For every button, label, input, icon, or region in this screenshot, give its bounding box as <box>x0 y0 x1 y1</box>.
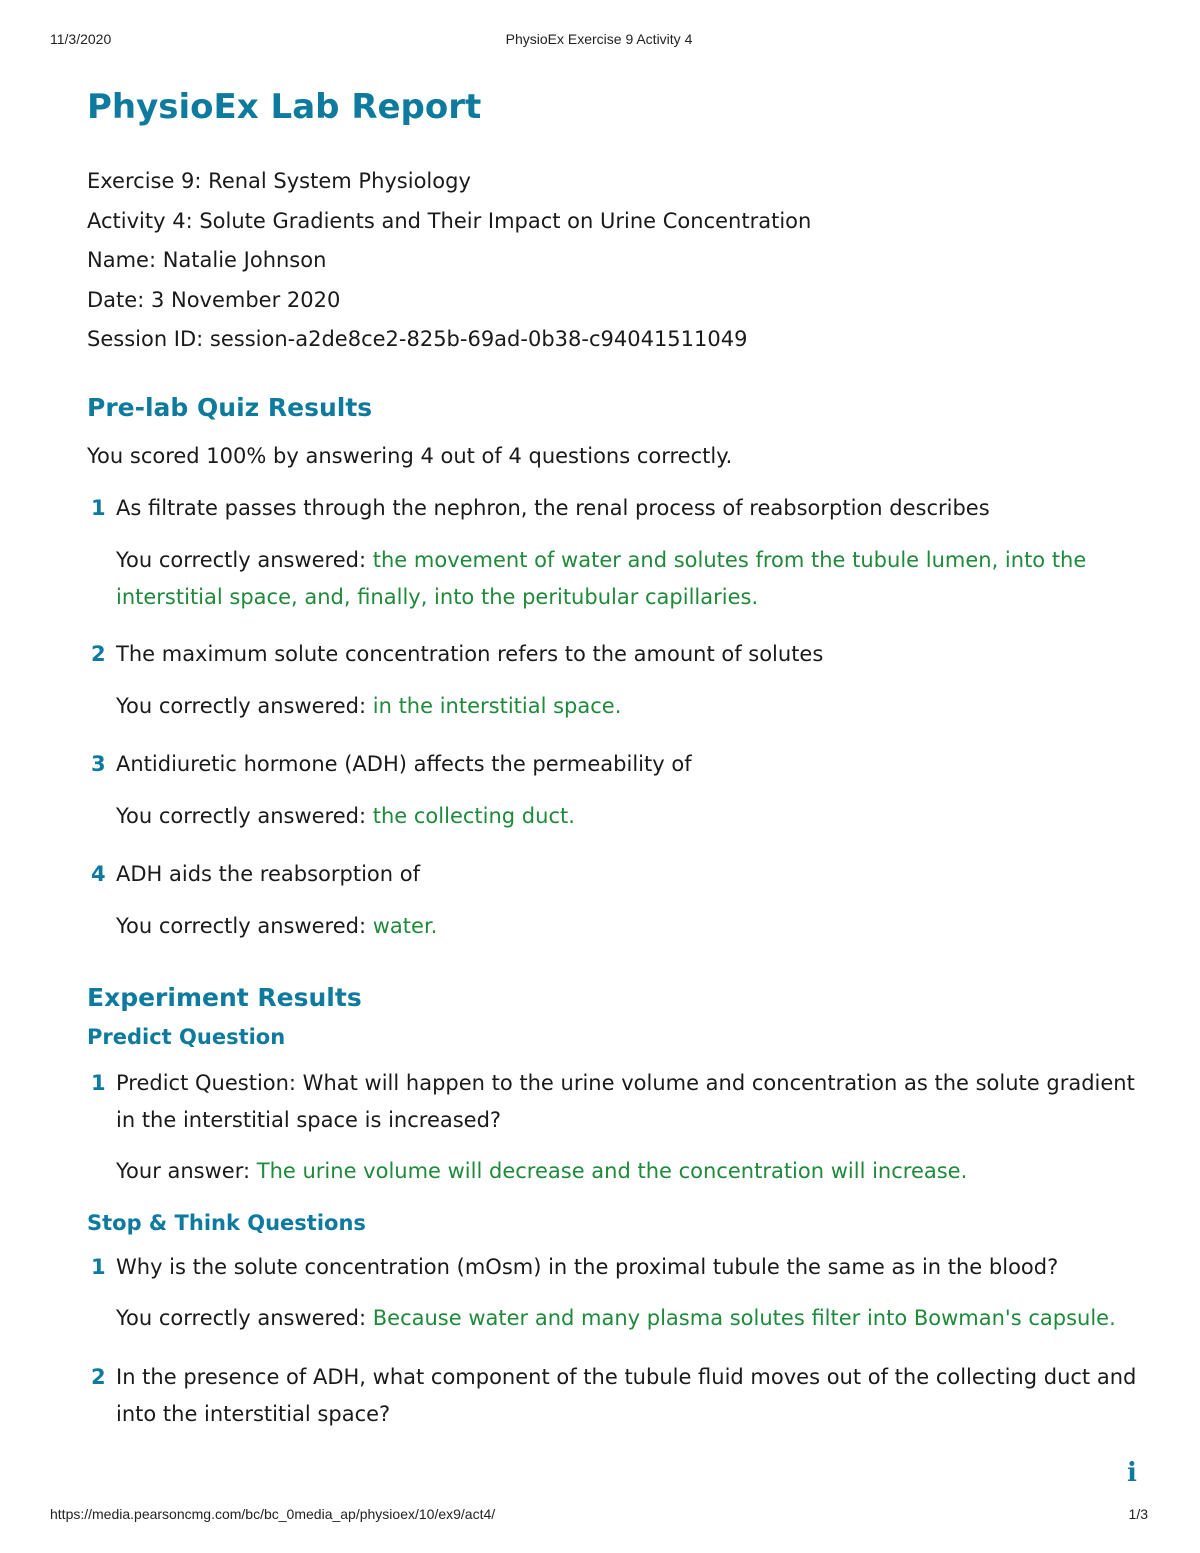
prelab-answer <box>87 542 1147 616</box>
stop-think-answer <box>87 1300 1147 1337</box>
prelab-question <box>87 636 1147 673</box>
question-number: 3 <box>91 751 106 776</box>
page-url: https://media.pearsoncmg.com/bc/bc_0media_ap/physioex/10/ex9/act4/ <box>50 1506 496 1522</box>
answer-text: water. <box>372 913 438 938</box>
info-icon[interactable]: i <box>1127 1458 1137 1488</box>
date-line: Date: 3 November 2020 <box>87 287 341 312</box>
predict-question <box>87 1065 1147 1139</box>
prelab-question <box>87 746 1147 783</box>
question-number: 1 <box>91 1070 106 1095</box>
stop-think-question <box>87 1359 1147 1433</box>
experiment-heading: Experiment Results <box>87 982 362 1012</box>
prelab-score: You scored 100% by answering 4 out of 4 questions correctly. <box>87 443 733 468</box>
answer-prefix: You correctly answered: <box>116 803 367 828</box>
question-number: 4 <box>91 861 106 886</box>
page-number: 1/3 <box>1128 1506 1148 1522</box>
answer-prefix: Your answer: <box>116 1158 251 1183</box>
print-header <box>50 31 1148 49</box>
question-text: Predict Question: What will happen to the urine volume and concentration as the solute gradient in the interstitial space is increased? <box>116 1070 1135 1132</box>
question-text: The maximum solute concentration refers to the amount of solutes <box>116 641 824 666</box>
print-title: PhysioEx Exercise 9 Activity 4 <box>505 31 693 47</box>
prelab-answer <box>87 688 1147 725</box>
report-content <box>87 84 1147 1433</box>
name-line: Name: Natalie Johnson <box>87 248 327 272</box>
prelab-heading: Pre-lab Quiz Results <box>87 392 373 422</box>
predict-heading: Predict Question <box>87 1024 286 1049</box>
question-text: As filtrate passes through the nephron, the renal process of reabsorption describes <box>116 495 990 520</box>
stop-think-question <box>87 1249 1147 1286</box>
answer-text: Because water and many plasma solutes filter into Bowman's capsule. <box>372 1305 1116 1330</box>
page-title: PhysioEx Lab Report <box>87 87 482 127</box>
prelab-question <box>87 856 1147 893</box>
answer-text: the movement of water and solutes from the tubule lumen, into the interstitial space, and, finally, into the peritubular capillaries. <box>116 547 1087 609</box>
print-footer <box>50 1506 1148 1524</box>
predict-answer <box>87 1153 1147 1190</box>
question-text: Why is the solute concentration (mOsm) in the proximal tubule the same as in the blood? <box>116 1254 1059 1279</box>
question-number: 2 <box>91 1364 106 1389</box>
question-number: 1 <box>91 1254 106 1279</box>
answer-text: the collecting duct. <box>372 803 575 828</box>
session-line: Session ID: session-a2de8ce2-825b-69ad-0b38-c94041511049 <box>87 327 748 351</box>
answer-text: in the interstitial space. <box>372 693 622 718</box>
question-number: 2 <box>91 641 106 666</box>
prelab-question <box>87 490 1147 527</box>
question-text: ADH aids the reabsorption of <box>116 861 420 886</box>
answer-prefix: You correctly answered: <box>116 1305 367 1330</box>
question-number: 1 <box>91 495 106 520</box>
answer-text: The urine volume will decrease and the concentration will increase. <box>256 1158 968 1183</box>
answer-prefix: You correctly answered: <box>116 547 367 572</box>
question-text: Antidiuretic hormone (ADH) affects the permeability of <box>116 751 692 776</box>
stop-think-heading: Stop & Think Questions <box>87 1210 366 1235</box>
answer-prefix: You correctly answered: <box>116 693 367 718</box>
exercise-line: Exercise 9: Renal System Physiology <box>87 169 471 193</box>
prelab-answer <box>87 798 1147 835</box>
print-date: 11/3/2020 <box>50 31 112 47</box>
question-text: In the presence of ADH, what component of the tubule fluid moves out of the collecting duct and into the interstitial space? <box>116 1364 1137 1426</box>
report-meta <box>87 162 1147 360</box>
answer-prefix: You correctly answered: <box>116 913 367 938</box>
prelab-answer <box>87 908 1147 945</box>
activity-line: Activity 4: Solute Gradients and Their Impact on Urine Concentration <box>87 208 812 233</box>
